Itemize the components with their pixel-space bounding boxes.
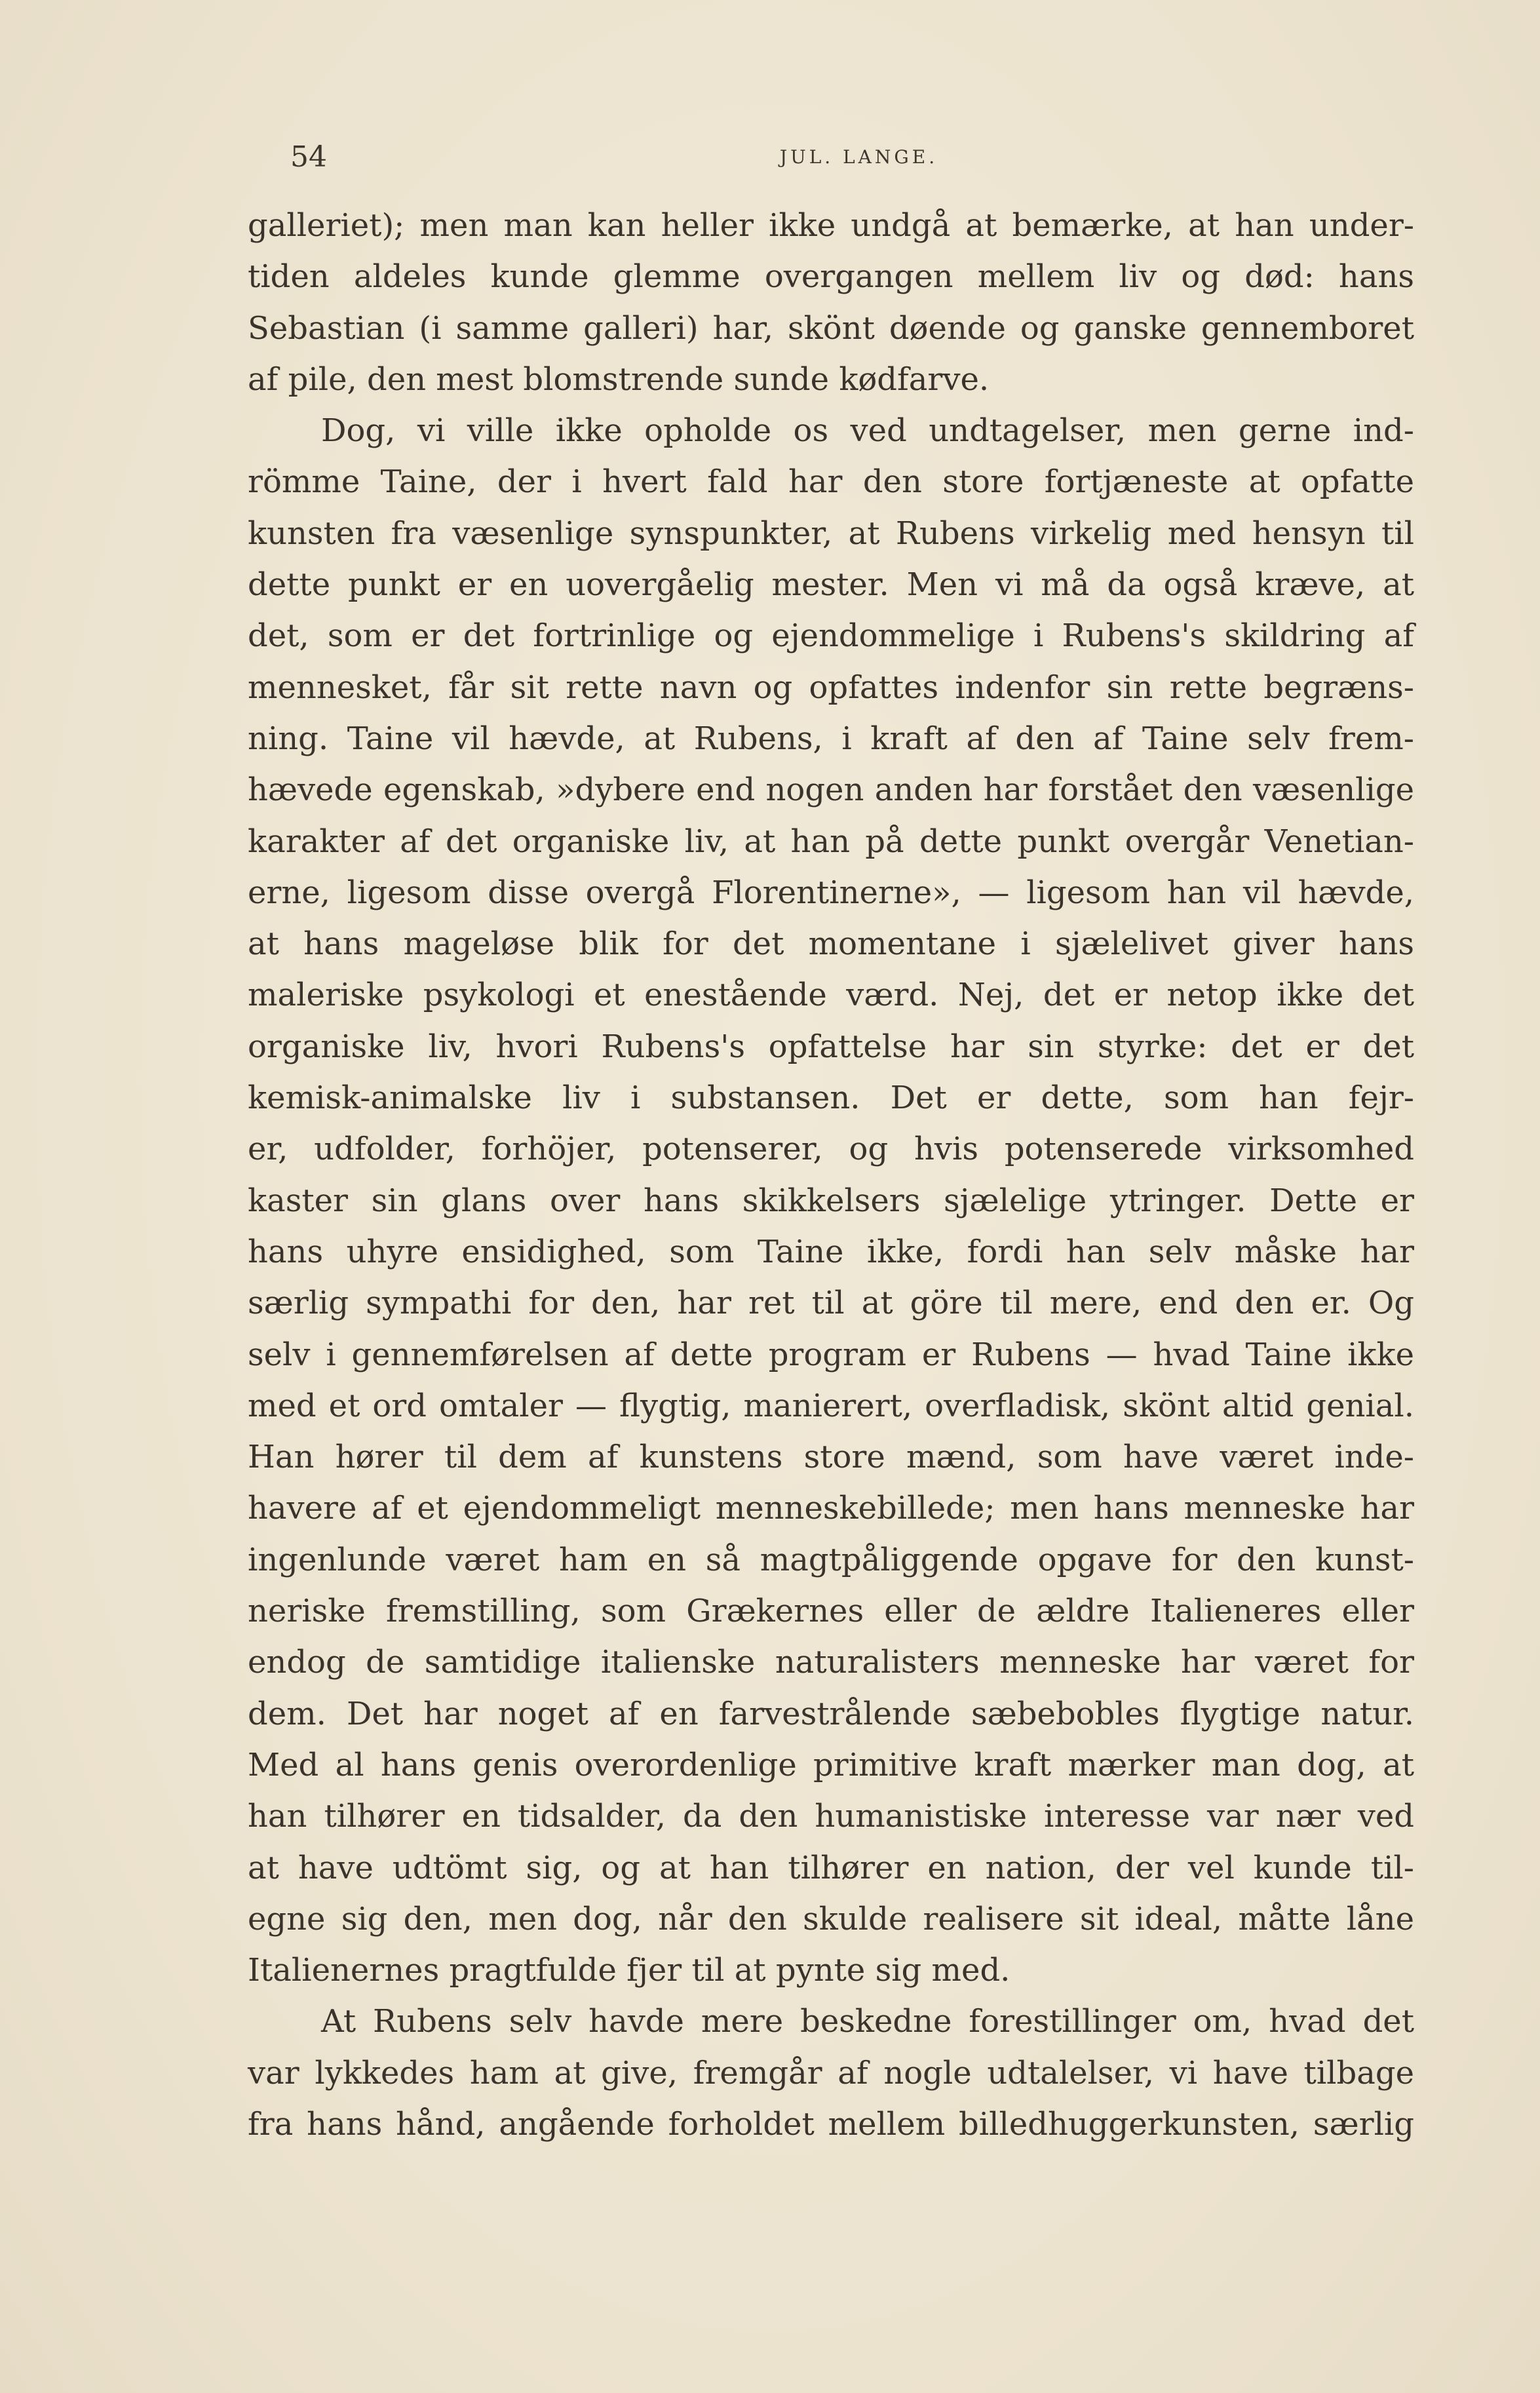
text-line: egne sig den, men dog, når den skulde realisere sit ideal, måtte låne: [248, 1900, 1414, 1937]
text-line: galleriet); men man kan heller ikke undgå at bemærke, at han under-: [248, 207, 1414, 244]
text-line: kunsten fra væsenlige synspunkter, at Rubens virkelig med hensyn til: [248, 515, 1414, 552]
text-line: tiden aldeles kunde glemme overgangen mellem liv og død: hans: [248, 258, 1414, 296]
text-line: kaster sin glans over hans skikkelsers sjælelige ytringer. Dette er: [248, 1182, 1414, 1219]
text-line: at have udtömt sig, og at han tilhører en nation, der vel kunde til-: [248, 1849, 1414, 1886]
text-line: ingenlunde været ham en så magtpåliggende opgave for den kunst-: [248, 1541, 1414, 1578]
text-line: erne, ligesom disse overgå Florentinerne», — ligesom han vil hævde,: [248, 874, 1414, 911]
text-line: hans uhyre ensidighed, som Taine ikke, fordi han selv måske har: [248, 1233, 1414, 1270]
text-line: af pile, den mest blomstrende sunde kødfarve.: [248, 360, 990, 398]
text-line: neriske fremstilling, som Grækernes eller de ældre Italieneres eller: [248, 1593, 1414, 1630]
text-line: karakter af det organiske liv, at han på dette punkt overgår Venetian-: [248, 823, 1414, 860]
text-line: havere af et ejendommeligt menneskebillede; men hans menneske har: [248, 1490, 1414, 1527]
text-line: Dog, vi ville ikke opholde os ved undtagelser, men gerne ind-: [321, 412, 1414, 450]
text-line: at hans mageløse blik for det momentane i sjælelivet giver hans: [248, 925, 1414, 963]
text-line: At Rubens selv havde mere beskedne forestillinger om, hvad det: [321, 2003, 1414, 2040]
text-line: med et ord omtaler — flygtig, manierert, overfladisk, skönt altid genial.: [248, 1387, 1414, 1424]
body-text: [248, 200, 1414, 2150]
text-line: Med al hans genis overordenlige primitive kraft mærker man dog, at: [248, 1746, 1414, 1783]
text-line: kemisk-animalske liv i substansen. Det er dette, som han fejr-: [248, 1080, 1414, 1117]
text-line: mennesket, får sit rette navn og opfattes indenfor sin rette begræns-: [248, 669, 1414, 706]
text-line: ning. Taine vil hævde, at Rubens, i kraft af den af Taine selv frem-: [248, 720, 1414, 757]
page-number: 54: [290, 140, 327, 174]
text-line: særlig sympathi for den, har ret til at göre til mere, end den er. Og: [248, 1285, 1414, 1322]
page-header: [290, 138, 1414, 177]
text-line: maleriske psykologi et enestående værd. Nej, det er netop ikke det: [248, 977, 1414, 1014]
text-line: hævede egenskab, »dybere end nogen anden har forstået den væsenlige: [248, 771, 1414, 809]
text-line: endog de samtidige italienske naturalisters menneske har været for: [248, 1644, 1414, 1681]
text-line: fra hans hånd, angående forholdet mellem billedhuggerkunsten, særlig: [248, 2105, 1414, 2143]
running-head: JUL. LANGE.: [779, 146, 938, 168]
text-line: organiske liv, hvori Rubens's opfattelse har sin styrke: det er det: [248, 1028, 1414, 1065]
text-line: Italienernes pragtfulde fjer til at pynte sig med.: [248, 1952, 1011, 1989]
text-line: var lykkedes ham at give, fremgår af nogle udtalelser, vi have tilbage: [248, 2054, 1414, 2091]
text-line: dem. Det har noget af en farvestrålende sæbebobles flygtige natur.: [248, 1695, 1414, 1732]
text-line: Sebastian (i samme galleri) har, skönt døende og ganske gennemboret: [248, 309, 1414, 347]
text-line: Han hører til dem af kunstens store mænd, som have været inde-: [248, 1439, 1414, 1476]
text-line: han tilhører en tidsalder, da den humanistiske interesse var nær ved: [248, 1798, 1414, 1835]
text-line: det, som er det fortrinlige og ejendommelige i Rubens's skildring af: [248, 617, 1414, 655]
text-line: er, udfolder, forhöjer, potenserer, og hvis potenserede virksomhed: [248, 1131, 1414, 1168]
text-line: selv i gennemførelsen af dette program er Rubens — hvad Taine ikke: [248, 1336, 1414, 1373]
text-line: römme Taine, der i hvert fald har den store fortjæneste at opfatte: [248, 463, 1414, 501]
text-line: dette punkt er en uovergåelig mester. Men vi må da også kræve, at: [248, 566, 1414, 604]
